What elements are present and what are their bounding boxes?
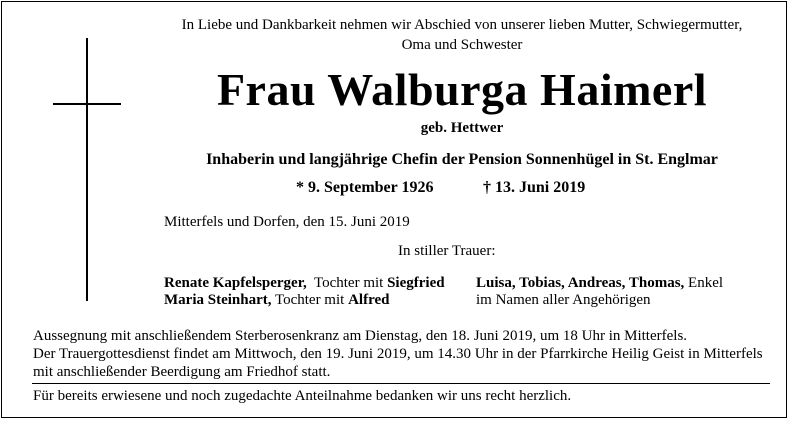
- family-name-1: Renate Kapfelsperger,: [164, 275, 307, 291]
- family-relation-1: Tochter mit: [313, 275, 384, 291]
- deceased-role: Inhaberin und langjährige Chefin der Pension Sonnenhügel in St. Englmar: [206, 151, 718, 168]
- grandchildren-names: Luisa, Tobias, Andreas, Thomas,: [476, 275, 685, 291]
- cross-vertical-bar: [86, 38, 88, 301]
- grandchildren-relation: Enkel: [688, 275, 724, 291]
- maiden-name: geb. Hettwer: [420, 120, 504, 136]
- deceased-name: Frau Walburga Haimerl: [216, 64, 708, 115]
- service-line-2: Der Trauergottesdienst findet am Mittwoch, den 19. Juni 2019, um 14.30 Uhr in der Pfarrkirche Heilig Geist in Mitterfels: [33, 346, 763, 362]
- mourning-heading: In stiller Trauer:: [398, 243, 496, 259]
- family-partner-1: Siegfried: [387, 275, 445, 291]
- intro-line-2: Oma und Schwester: [401, 37, 523, 53]
- family-row-2: [164, 291, 389, 309]
- intro-line-1: In Liebe und Dankbarkeit nehmen wir Abschied von unserer lieben Mutter, Schwiegermutter,: [181, 17, 743, 33]
- intro-text: [142, 15, 782, 55]
- service-line-3: mit anschließender Beerdigung am Friedhof statt.: [33, 364, 331, 380]
- cross-horizontal-bar: [53, 103, 121, 105]
- family-row-4: im Namen aller Angehörigen: [476, 292, 651, 308]
- family-relation-2: Tochter mit: [274, 292, 345, 308]
- family-row-1: [164, 274, 445, 292]
- family-name-2: Maria Steinhart,: [164, 292, 272, 308]
- obituary-frame: [1, 1, 787, 418]
- place-date: Mitterfels und Dorfen, den 15. Juni 2019: [164, 214, 410, 230]
- divider: [32, 383, 770, 384]
- birth-date: * 9. September 1926: [296, 179, 434, 196]
- family-partner-2: Alfred: [348, 292, 390, 308]
- service-line-1: Aussegnung mit anschließendem Sterberosenkranz am Dienstag, den 18. Juni 2019, um 18 Uhr in Mitterfels.: [33, 328, 688, 344]
- family-row-3: [476, 274, 723, 292]
- thanks-text: Für bereits erwiesene und noch zugedachte Anteilnahme bedanken wir uns recht herzlich.: [33, 388, 572, 404]
- death-date: † 13. Juni 2019: [483, 179, 586, 196]
